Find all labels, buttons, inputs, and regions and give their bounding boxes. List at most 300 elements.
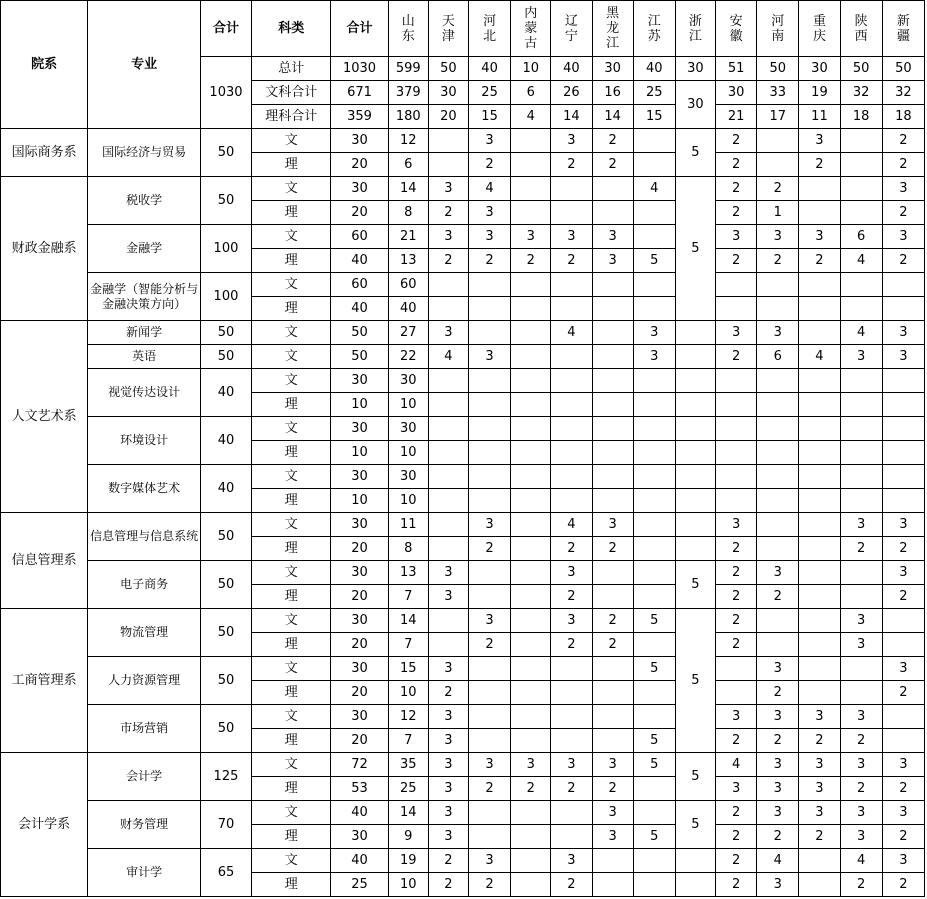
province-value: 2 (468, 537, 510, 561)
province-value (633, 681, 675, 705)
major-total: 50 (200, 705, 251, 753)
province-value: 40 (388, 297, 428, 321)
province-value: 3 (468, 609, 510, 633)
zhejiang-quota (675, 369, 715, 393)
major-total: 40 (200, 465, 251, 513)
major-total: 40 (200, 417, 251, 465)
province-value (882, 489, 924, 513)
major-total: 50 (200, 177, 251, 225)
province-value (633, 369, 675, 393)
province-value: 2 (716, 633, 757, 657)
province-value (757, 465, 799, 489)
province-value (592, 273, 633, 297)
province-value: 2 (551, 585, 592, 609)
province-value (840, 585, 882, 609)
province-value: 3 (840, 609, 882, 633)
province-value: 2 (757, 249, 799, 273)
province-value (551, 297, 592, 321)
category: 文 (252, 465, 331, 489)
province-value (592, 345, 633, 369)
province-value (716, 393, 757, 417)
province-value: 2 (716, 129, 757, 153)
province-value (511, 561, 551, 585)
summary-sum: 359 (331, 105, 388, 129)
province-value (716, 441, 757, 465)
province-value (468, 585, 510, 609)
province-value: 3 (428, 729, 468, 753)
province-value: 4 (840, 321, 882, 345)
major-total: 50 (200, 513, 251, 561)
summary-value: 10 (511, 57, 551, 81)
summary-value: 21 (716, 105, 757, 129)
category: 文 (252, 609, 331, 633)
province-value: 4 (551, 513, 592, 537)
province-value (551, 657, 592, 681)
category: 文 (252, 369, 331, 393)
province-value (633, 561, 675, 585)
province-value (592, 657, 633, 681)
province-value: 10 (388, 873, 428, 897)
summary-sum: 1030 (331, 57, 388, 81)
province-value (468, 561, 510, 585)
province-value: 2 (428, 249, 468, 273)
province-value: 3 (592, 825, 633, 849)
category: 文 (252, 345, 331, 369)
header-province: 江 苏 (633, 1, 675, 57)
zhejiang-quota (675, 321, 715, 345)
province-value: 3 (799, 801, 840, 825)
summary-value: 20 (428, 105, 468, 129)
province-value (882, 465, 924, 489)
province-value: 2 (511, 777, 551, 801)
province-value (799, 369, 840, 393)
province-value (716, 417, 757, 441)
province-value: 2 (799, 729, 840, 753)
province-value (551, 825, 592, 849)
dept-name: 国际商务系 (1, 129, 88, 177)
province-value: 2 (468, 633, 510, 657)
province-value (840, 201, 882, 225)
province-value: 27 (388, 321, 428, 345)
province-value: 4 (633, 177, 675, 201)
province-value (428, 441, 468, 465)
zhejiang-quota (675, 417, 715, 441)
province-value (799, 633, 840, 657)
province-value (551, 201, 592, 225)
province-value (840, 369, 882, 393)
province-value: 3 (757, 873, 799, 897)
province-value (633, 489, 675, 513)
province-value (799, 657, 840, 681)
row-sum: 53 (331, 777, 388, 801)
province-value: 13 (388, 561, 428, 585)
row-sum: 60 (331, 273, 388, 297)
province-value (511, 585, 551, 609)
province-value: 14 (388, 801, 428, 825)
province-value (551, 393, 592, 417)
province-value (799, 513, 840, 537)
province-value: 2 (757, 825, 799, 849)
province-value: 3 (799, 777, 840, 801)
province-value: 3 (428, 657, 468, 681)
province-value: 2 (468, 873, 510, 897)
province-value: 3 (716, 513, 757, 537)
major-name: 财务管理 (88, 801, 200, 849)
province-value: 3 (428, 705, 468, 729)
province-value: 3 (633, 345, 675, 369)
province-value: 3 (428, 825, 468, 849)
province-value (468, 441, 510, 465)
category: 文 (252, 849, 331, 873)
province-value (840, 681, 882, 705)
major-name: 电子商务 (88, 561, 200, 609)
province-value (511, 465, 551, 489)
province-value (799, 609, 840, 633)
major-name: 环境设计 (88, 417, 200, 465)
province-value (551, 489, 592, 513)
province-value: 2 (799, 249, 840, 273)
province-value: 2 (882, 153, 924, 177)
province-value (468, 369, 510, 393)
province-value: 3 (468, 753, 510, 777)
province-value: 3 (468, 345, 510, 369)
province-value (799, 441, 840, 465)
province-value: 3 (428, 585, 468, 609)
province-value: 3 (882, 225, 924, 249)
province-value (551, 705, 592, 729)
province-value (468, 801, 510, 825)
province-value (551, 681, 592, 705)
province-value (468, 393, 510, 417)
zhejiang-quota (675, 849, 715, 873)
province-value (757, 417, 799, 441)
province-value (428, 465, 468, 489)
province-value: 7 (388, 729, 428, 753)
province-value: 10 (388, 393, 428, 417)
dept-name: 人文艺术系 (1, 321, 88, 513)
summary-value: 19 (799, 81, 840, 105)
summary-label: 总计 (252, 57, 331, 81)
major-total: 50 (200, 321, 251, 345)
province-value (511, 801, 551, 825)
category: 文 (252, 129, 331, 153)
province-value: 60 (388, 273, 428, 297)
row-sum: 30 (331, 561, 388, 585)
summary-value: 17 (757, 105, 799, 129)
major-name: 金融学 (88, 225, 200, 273)
province-value: 2 (716, 825, 757, 849)
province-value (716, 489, 757, 513)
province-value (633, 225, 675, 249)
province-value: 3 (592, 225, 633, 249)
province-value: 3 (757, 561, 799, 585)
row-sum: 20 (331, 585, 388, 609)
summary-label: 文科合计 (252, 81, 331, 105)
province-value (716, 681, 757, 705)
category: 文 (252, 753, 331, 777)
province-value (511, 657, 551, 681)
province-value (799, 489, 840, 513)
province-value (551, 345, 592, 369)
province-value: 3 (592, 801, 633, 825)
province-value (592, 561, 633, 585)
province-value (511, 129, 551, 153)
province-value (511, 345, 551, 369)
province-value: 3 (882, 849, 924, 873)
zhejiang-quota (675, 393, 715, 417)
province-value (468, 321, 510, 345)
zhejiang-quota: 5 (675, 129, 715, 177)
province-value: 19 (388, 849, 428, 873)
province-value (840, 153, 882, 177)
province-value: 12 (388, 705, 428, 729)
zhejiang-combined: 30 (675, 81, 715, 129)
province-value (511, 393, 551, 417)
province-value (840, 465, 882, 489)
summary-value: 14 (592, 105, 633, 129)
major-total: 50 (200, 609, 251, 657)
province-value (799, 537, 840, 561)
province-value (757, 609, 799, 633)
province-value (468, 489, 510, 513)
province-value (511, 489, 551, 513)
province-value: 2 (716, 801, 757, 825)
category: 理 (252, 153, 331, 177)
row-sum: 30 (331, 417, 388, 441)
province-value: 3 (551, 849, 592, 873)
province-value: 12 (388, 129, 428, 153)
header-province: 安 徽 (716, 1, 757, 57)
province-value (716, 657, 757, 681)
major-total: 50 (200, 129, 251, 177)
province-value (716, 465, 757, 489)
province-value: 3 (468, 849, 510, 873)
zhejiang-quota (675, 489, 715, 513)
province-value (882, 441, 924, 465)
province-value: 2 (468, 249, 510, 273)
province-value: 3 (716, 225, 757, 249)
province-value (468, 273, 510, 297)
province-value: 2 (882, 873, 924, 897)
province-value: 25 (388, 777, 428, 801)
row-sum: 20 (331, 537, 388, 561)
major-name: 审计学 (88, 849, 200, 897)
major-total: 50 (200, 657, 251, 705)
province-value: 3 (716, 777, 757, 801)
province-value: 2 (840, 729, 882, 753)
province-value: 3 (633, 321, 675, 345)
header-province: 河 北 (468, 1, 510, 57)
province-value (551, 801, 592, 825)
province-value: 3 (468, 129, 510, 153)
province-value (882, 633, 924, 657)
province-value (551, 441, 592, 465)
zhejiang-quota: 5 (675, 177, 715, 321)
summary-value: 6 (511, 81, 551, 105)
province-value (633, 633, 675, 657)
province-value: 4 (716, 753, 757, 777)
category: 理 (252, 777, 331, 801)
province-value: 2 (716, 729, 757, 753)
row-sum: 20 (331, 681, 388, 705)
province-value (511, 729, 551, 753)
row-sum: 50 (331, 321, 388, 345)
province-value (428, 609, 468, 633)
province-value (799, 585, 840, 609)
category: 理 (252, 825, 331, 849)
province-value: 3 (882, 345, 924, 369)
zhejiang-quota (675, 873, 715, 897)
province-value (840, 297, 882, 321)
province-value (428, 393, 468, 417)
province-value: 2 (428, 873, 468, 897)
zhejiang-quota: 5 (675, 753, 715, 801)
province-value (511, 273, 551, 297)
grand-total: 1030 (200, 57, 251, 129)
summary-value: 32 (882, 81, 924, 105)
province-value (799, 873, 840, 897)
province-value: 2 (716, 249, 757, 273)
province-value (511, 369, 551, 393)
province-value: 2 (716, 177, 757, 201)
province-value (840, 417, 882, 441)
province-value (511, 705, 551, 729)
province-value: 3 (511, 753, 551, 777)
province-value: 2 (716, 153, 757, 177)
province-value (592, 321, 633, 345)
province-value: 2 (428, 201, 468, 225)
province-value (633, 705, 675, 729)
province-value (511, 537, 551, 561)
province-value: 3 (799, 753, 840, 777)
province-value: 2 (716, 849, 757, 873)
province-value (428, 489, 468, 513)
province-value: 6 (757, 345, 799, 369)
category: 理 (252, 393, 331, 417)
province-value: 3 (882, 657, 924, 681)
province-value (511, 201, 551, 225)
zhejiang-quota: 5 (675, 801, 715, 849)
province-value (592, 465, 633, 489)
province-value: 3 (757, 753, 799, 777)
summary-value: 30 (799, 57, 840, 81)
province-value: 2 (716, 585, 757, 609)
province-value (428, 297, 468, 321)
province-value (468, 417, 510, 441)
province-value (757, 153, 799, 177)
province-value (468, 825, 510, 849)
province-value: 3 (799, 129, 840, 153)
row-sum: 30 (331, 705, 388, 729)
header-province: 新 疆 (882, 1, 924, 57)
province-value: 3 (882, 801, 924, 825)
province-value (592, 873, 633, 897)
province-value (633, 273, 675, 297)
province-value (799, 201, 840, 225)
province-value: 3 (428, 801, 468, 825)
province-value (633, 417, 675, 441)
summary-value: 30 (675, 57, 715, 81)
row-sum: 40 (331, 297, 388, 321)
summary-value: 180 (388, 105, 428, 129)
province-value (633, 537, 675, 561)
province-value (468, 705, 510, 729)
province-value: 3 (757, 801, 799, 825)
province-value: 1 (757, 201, 799, 225)
major-total: 100 (200, 273, 251, 321)
row-sum: 30 (331, 657, 388, 681)
category: 文 (252, 705, 331, 729)
province-value (882, 609, 924, 633)
province-value: 2 (716, 561, 757, 585)
province-value (592, 393, 633, 417)
summary-value: 40 (551, 57, 592, 81)
province-value (428, 273, 468, 297)
province-value (757, 633, 799, 657)
province-value: 5 (633, 249, 675, 273)
province-value (511, 321, 551, 345)
summary-sum: 671 (331, 81, 388, 105)
dept-name: 信息管理系 (1, 513, 88, 609)
province-value: 2 (428, 849, 468, 873)
province-value (551, 177, 592, 201)
province-value (757, 513, 799, 537)
zhejiang-quota (675, 465, 715, 489)
province-value: 2 (468, 153, 510, 177)
province-value: 2 (716, 873, 757, 897)
province-value: 2 (840, 777, 882, 801)
province-value: 2 (882, 585, 924, 609)
summary-label: 理科合计 (252, 105, 331, 129)
summary-value: 50 (428, 57, 468, 81)
province-value (840, 129, 882, 153)
category: 理 (252, 297, 331, 321)
summary-value: 30 (592, 57, 633, 81)
major-name: 数字媒体艺术 (88, 465, 200, 513)
province-value (592, 681, 633, 705)
province-value: 6 (840, 225, 882, 249)
province-value: 3 (716, 705, 757, 729)
province-value: 2 (592, 777, 633, 801)
province-value (882, 273, 924, 297)
province-value: 2 (551, 537, 592, 561)
zhejiang-quota (675, 441, 715, 465)
category: 理 (252, 681, 331, 705)
category: 文 (252, 177, 331, 201)
province-value (799, 561, 840, 585)
province-value (428, 417, 468, 441)
row-sum: 25 (331, 873, 388, 897)
summary-value: 50 (840, 57, 882, 81)
province-value: 4 (840, 849, 882, 873)
province-value (757, 393, 799, 417)
province-value (592, 441, 633, 465)
summary-value: 50 (757, 57, 799, 81)
major-total: 50 (200, 561, 251, 609)
row-sum: 60 (331, 225, 388, 249)
major-total: 125 (200, 753, 251, 801)
province-value: 2 (840, 873, 882, 897)
province-value (840, 441, 882, 465)
province-value: 5 (633, 753, 675, 777)
province-value (882, 729, 924, 753)
province-value (799, 321, 840, 345)
province-value: 10 (388, 489, 428, 513)
province-value: 5 (633, 657, 675, 681)
row-sum: 30 (331, 129, 388, 153)
category: 文 (252, 417, 331, 441)
province-value (840, 273, 882, 297)
